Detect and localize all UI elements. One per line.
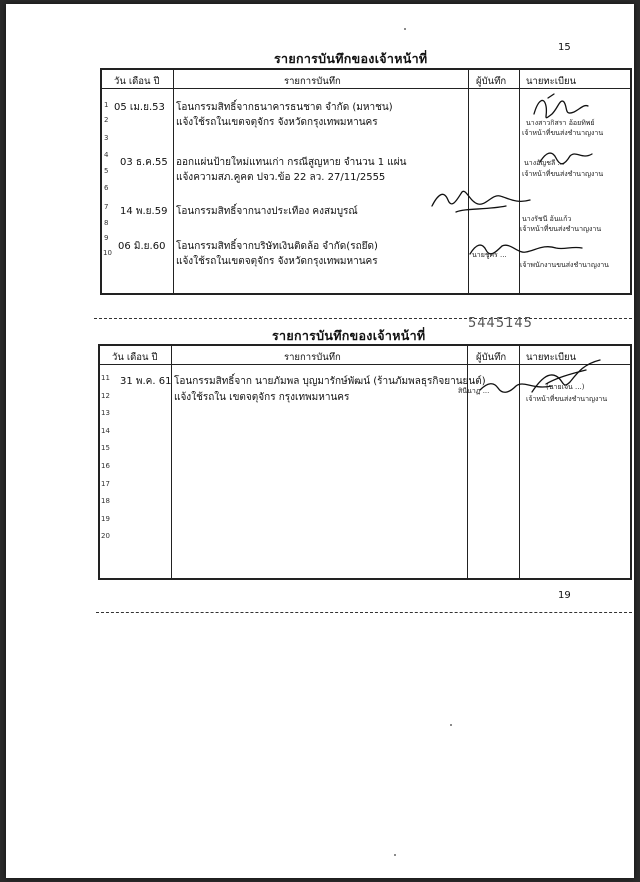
- line-number: 3: [104, 134, 109, 142]
- entry-text: โอนกรรมสิทธิ์จากธนาคารธนชาต จำกัด (มหาชน): [176, 102, 393, 113]
- entry-text: แจ้งใช้รถในเขตจตุจักร จังหวัดกรุงเทพมหานคร: [176, 256, 378, 267]
- line-number: 12: [101, 392, 110, 400]
- signer-stamp: เจ้าหน้าที่ขนส่งชำนาญงาน: [526, 395, 608, 403]
- serial-number: 5445145: [468, 316, 533, 331]
- entry-text: โอนกรรมสิทธิ์จากบริษัทเงินติดล้อ จำกัด(รถยึด): [176, 241, 378, 252]
- line-number: 5: [104, 167, 109, 175]
- line-number: 8: [104, 219, 109, 227]
- bottom-header-record: รายการบันทึก: [284, 352, 341, 363]
- top-col-divider-1: [173, 68, 174, 294]
- scan-speck: [450, 724, 452, 726]
- signer-stamp: เจ้าหน้าที่ขนส่งชำนาญงาน: [522, 129, 604, 137]
- bottom-separator: [96, 612, 632, 613]
- line-number: 9: [104, 234, 109, 242]
- line-number: 19: [101, 515, 110, 523]
- entry-text: แจ้งใช้รถในเขตจตุจักร จังหวัดกรุงเทพมหานคร: [176, 117, 378, 128]
- section-separator: [94, 318, 632, 319]
- entry-date: 14 พ.ย.59: [120, 206, 168, 217]
- signer-stamp: เจ้าพนักงานขนส่งชำนาญงาน: [520, 261, 609, 269]
- signer-stamp: เจ้าหน้าที่ขนส่งชำนาญงาน: [520, 225, 602, 233]
- entry-text: แจ้งความสภ.คูคต ปจว.ข้อ 22 ลว. 27/11/2555: [176, 172, 386, 183]
- entry-date: 05 เม.ย.53: [114, 102, 165, 113]
- signer-stamp: นางสาวกิสรา อ้อยทิพย์: [526, 119, 595, 127]
- entry-text: แจ้งใช้รถใน เขตจตุจักร กรุงเทพมหานคร: [174, 392, 350, 403]
- line-number: 15: [101, 444, 110, 452]
- bottom-page-number: 19: [558, 590, 571, 601]
- line-number: 16: [101, 462, 110, 470]
- signer-stamp: นางอัญชลี ...: [524, 159, 565, 167]
- signer-stamp: เจ้าหน้าที่ขนส่งชำนาญงาน: [522, 170, 604, 178]
- line-number: 14: [101, 427, 110, 435]
- top-header-registrar: นายทะเบียน: [526, 76, 577, 87]
- bottom-table-right-border: [630, 344, 632, 579]
- bottom-section-title: รายการบันทึกของเจ้าหน้าที่: [272, 328, 426, 343]
- line-number: 20: [101, 532, 110, 540]
- scan-speck: [394, 854, 396, 856]
- bottom-table-bottom-border: [98, 578, 632, 580]
- line-number: 2: [104, 116, 109, 124]
- line-number: 17: [101, 480, 110, 488]
- top-table-bottom-border: [100, 293, 632, 295]
- top-header-date: วัน เดือน ปี: [114, 76, 160, 87]
- document-page: [6, 4, 634, 878]
- top-table-right-border: [630, 68, 632, 294]
- entry-date: 06 มิ.ย.60: [118, 241, 166, 252]
- top-header-record: รายการบันทึก: [284, 76, 341, 87]
- top-section-title: รายการบันทึกของเจ้าหน้าที่: [274, 51, 428, 66]
- top-header-recorder: ผู้บันทึก: [476, 76, 507, 87]
- signer-stamp: นายชูศร ...: [472, 251, 507, 259]
- top-table-top-border: [100, 68, 632, 70]
- bottom-table-top-border: [98, 344, 632, 346]
- line-number: 6: [104, 184, 109, 192]
- top-table-left-border: [100, 68, 102, 294]
- line-number: 7: [104, 203, 109, 211]
- line-number: 11: [101, 374, 110, 382]
- bottom-table-left-border: [98, 344, 100, 579]
- signature-3: [426, 184, 536, 218]
- line-number: 13: [101, 409, 110, 417]
- line-number: 10: [103, 249, 112, 257]
- signer-stamp: (นายเจน ...): [546, 383, 585, 391]
- entry-date: 03 ธ.ค.55: [120, 157, 168, 168]
- line-number: 1: [104, 101, 109, 109]
- entry-text: โอนกรรมสิทธิ์จาก นายภัมพล บุญมารักษ์พัฒน์ (ร้านภัมพลธุรกิจยานยนต์): [174, 376, 486, 387]
- entry-text: โอนกรรมสิทธิ์จากนางประเทือง คงสมบูรณ์: [176, 206, 358, 217]
- line-number: 4: [104, 151, 109, 159]
- bottom-header-registrar: นายทะเบียน: [526, 352, 577, 363]
- bottom-header-date: วัน เดือน ปี: [112, 352, 158, 363]
- scan-speck: [404, 28, 406, 30]
- top-page-number: 15: [558, 42, 571, 53]
- bottom-header-recorder: ผู้บันทึก: [476, 352, 507, 363]
- signer-stamp: นางรัชนี อ้นแก้ว: [522, 215, 572, 223]
- signer-stamp: สินีนาฏ ...: [458, 387, 490, 395]
- entry-text: ออกแผ่นป้ายใหม่แทนเก่า กรณีสูญหาย จำนวน 1 แผ่น: [176, 157, 407, 168]
- line-number: 18: [101, 497, 110, 505]
- entry-date: 31 พ.ค. 61: [120, 376, 172, 387]
